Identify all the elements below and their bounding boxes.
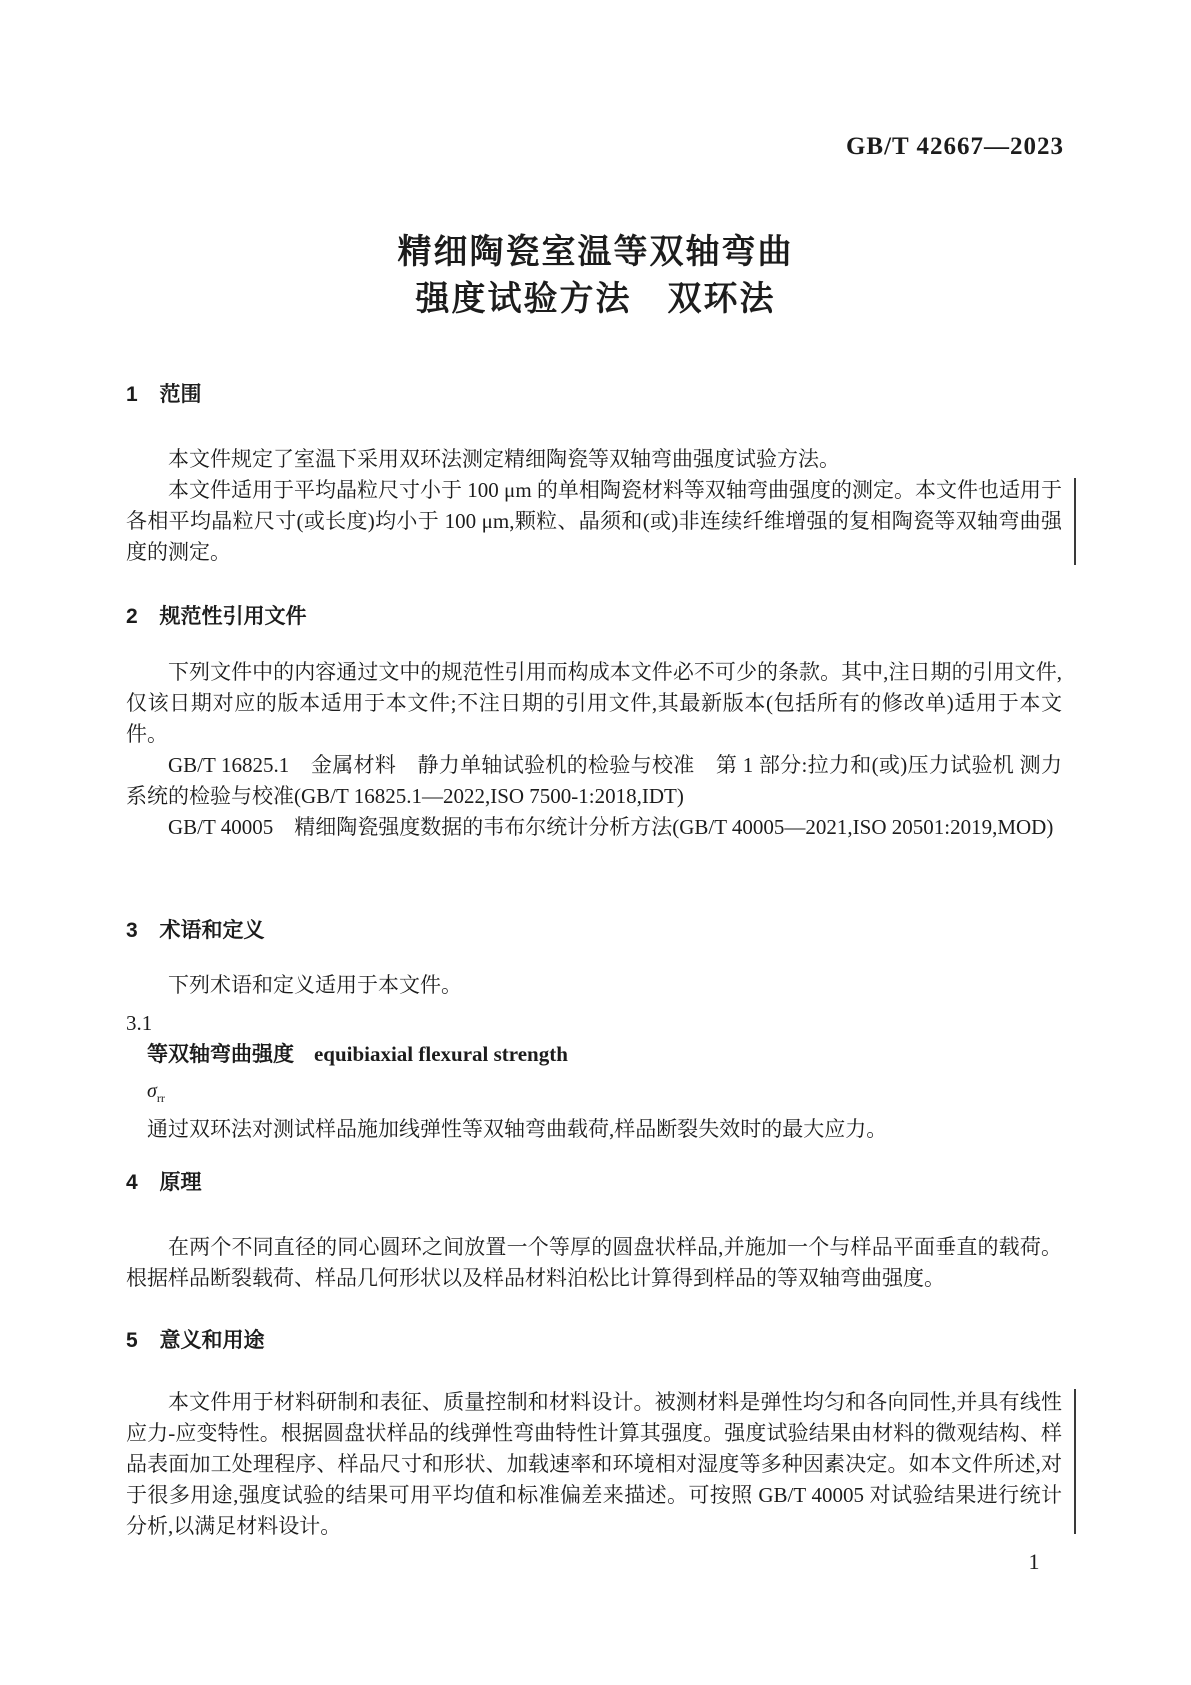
paragraph: 本文件用于材料研制和表征、质量控制和材料设计。被测材料是弹性均匀和各向同性,并具有线性应力-应变特性。根据圆盘状样品的线弹性弯曲特性计算其强度。强度试验结果由材料的微观结构、样品表面加工处理程序、样品尺寸和形状、加载速率和环境相对湿度等多种因素决定。如本文件所述,对于很多用途,强度试验的结果可用平均值和标准偏差来描述。可按照 GB/T 40005 对试验结果进行统计分析,以满足材料设计。	[126, 1390, 1062, 1538]
paragraph: 在两个不同直径的同心圆环之间放置一个等厚的圆盘状样品,并施加一个与样品平面垂直的载荷。根据样品断裂载荷、样品几何形状以及样品材料泊松比计算得到样品的等双轴弯曲强度。	[126, 1235, 1062, 1290]
page-number: 1	[1028, 1549, 1040, 1574]
section-1-number: 1	[126, 383, 138, 406]
terms-intro: 下列术语和定义适用于本文件。	[168, 973, 462, 997]
margin-change-bar	[1074, 1389, 1076, 1534]
section-4-number: 4	[126, 1171, 138, 1194]
reference-entry: GB/T 40005 精细陶瓷强度数据的韦布尔统计分析方法(GB/T 40005—2021,ISO 20501:2019,MOD)	[168, 815, 1054, 839]
term-english: equibiaxial flexural strength	[313, 1042, 568, 1066]
paragraph: 本文件适用于平均晶粒尺寸小于 100 μm 的单相陶瓷材料等双轴弯曲强度的测定。本文件也适用于各相平均晶粒尺寸(或长度)均小于 100 μm,颗粒、晶须和(或)非连续纤维增强的复相陶瓷等双轴弯曲强度的测定。	[126, 478, 1062, 564]
section-2-number: 2	[126, 605, 138, 628]
term-symbol	[126, 1075, 1062, 1114]
term-chinese: 等双轴弯曲强度	[147, 1043, 294, 1066]
section-4-body	[126, 1232, 1062, 1294]
section-3-body	[126, 970, 1062, 1145]
section-1-body	[126, 444, 1062, 568]
section-4-title: 原理	[159, 1171, 202, 1194]
section-2-heading	[126, 605, 1062, 629]
section-5-body	[126, 1387, 1062, 1542]
section-3-title: 术语和定义	[159, 919, 265, 942]
reference-entry: GB/T 16825.1 金属材料 静力单轴试验机的检验与校准 第 1 部分:拉力和(或)压力试验机 测力系统的检验与校准(GB/T 16825.1—2022,ISO 7500-1:2018,IDT)	[126, 753, 1062, 808]
paragraph: 下列文件中的内容通过文中的规范性引用而构成本文件必不可少的条款。其中,注日期的引用文件,仅该日期对应的版本适用于本文件;不注日期的引用文件,其最新版本(包括所有的修改单)适用于本文件。	[126, 660, 1062, 746]
paragraph: 本文件规定了室温下采用双环法测定精细陶瓷等双轴弯曲强度试验方法。	[168, 447, 840, 471]
section-5-number: 5	[126, 1329, 138, 1352]
section-2-body	[126, 657, 1062, 843]
section-1-title: 范围	[159, 383, 202, 406]
doc-number: GB/T 42667—2023	[845, 133, 1064, 160]
section-2-title: 规范性引用文件	[159, 605, 307, 628]
sigma-symbol: σ	[147, 1080, 157, 1102]
sigma-subscript: rr	[156, 1091, 165, 1106]
section-5-title: 意义和用途	[159, 1329, 265, 1352]
clause-number: 3.1	[126, 1011, 153, 1035]
section-1-heading	[126, 383, 1062, 407]
term-definition: 通过双环法对测试样品施加线弹性等双轴弯曲载荷,样品断裂失效时的最大应力。	[147, 1117, 888, 1142]
term-line	[126, 1039, 1062, 1070]
doc-title	[0, 229, 1191, 323]
doc-title-line2: 强度试验方法 双环法	[415, 280, 776, 318]
section-3-heading	[126, 919, 1062, 943]
section-4-heading	[126, 1171, 1062, 1195]
margin-change-bar	[1074, 478, 1076, 565]
section-5-heading	[126, 1329, 1062, 1353]
section-3-number: 3	[126, 919, 138, 942]
doc-title-line1: 精细陶瓷室温等双轴弯曲	[397, 233, 794, 271]
